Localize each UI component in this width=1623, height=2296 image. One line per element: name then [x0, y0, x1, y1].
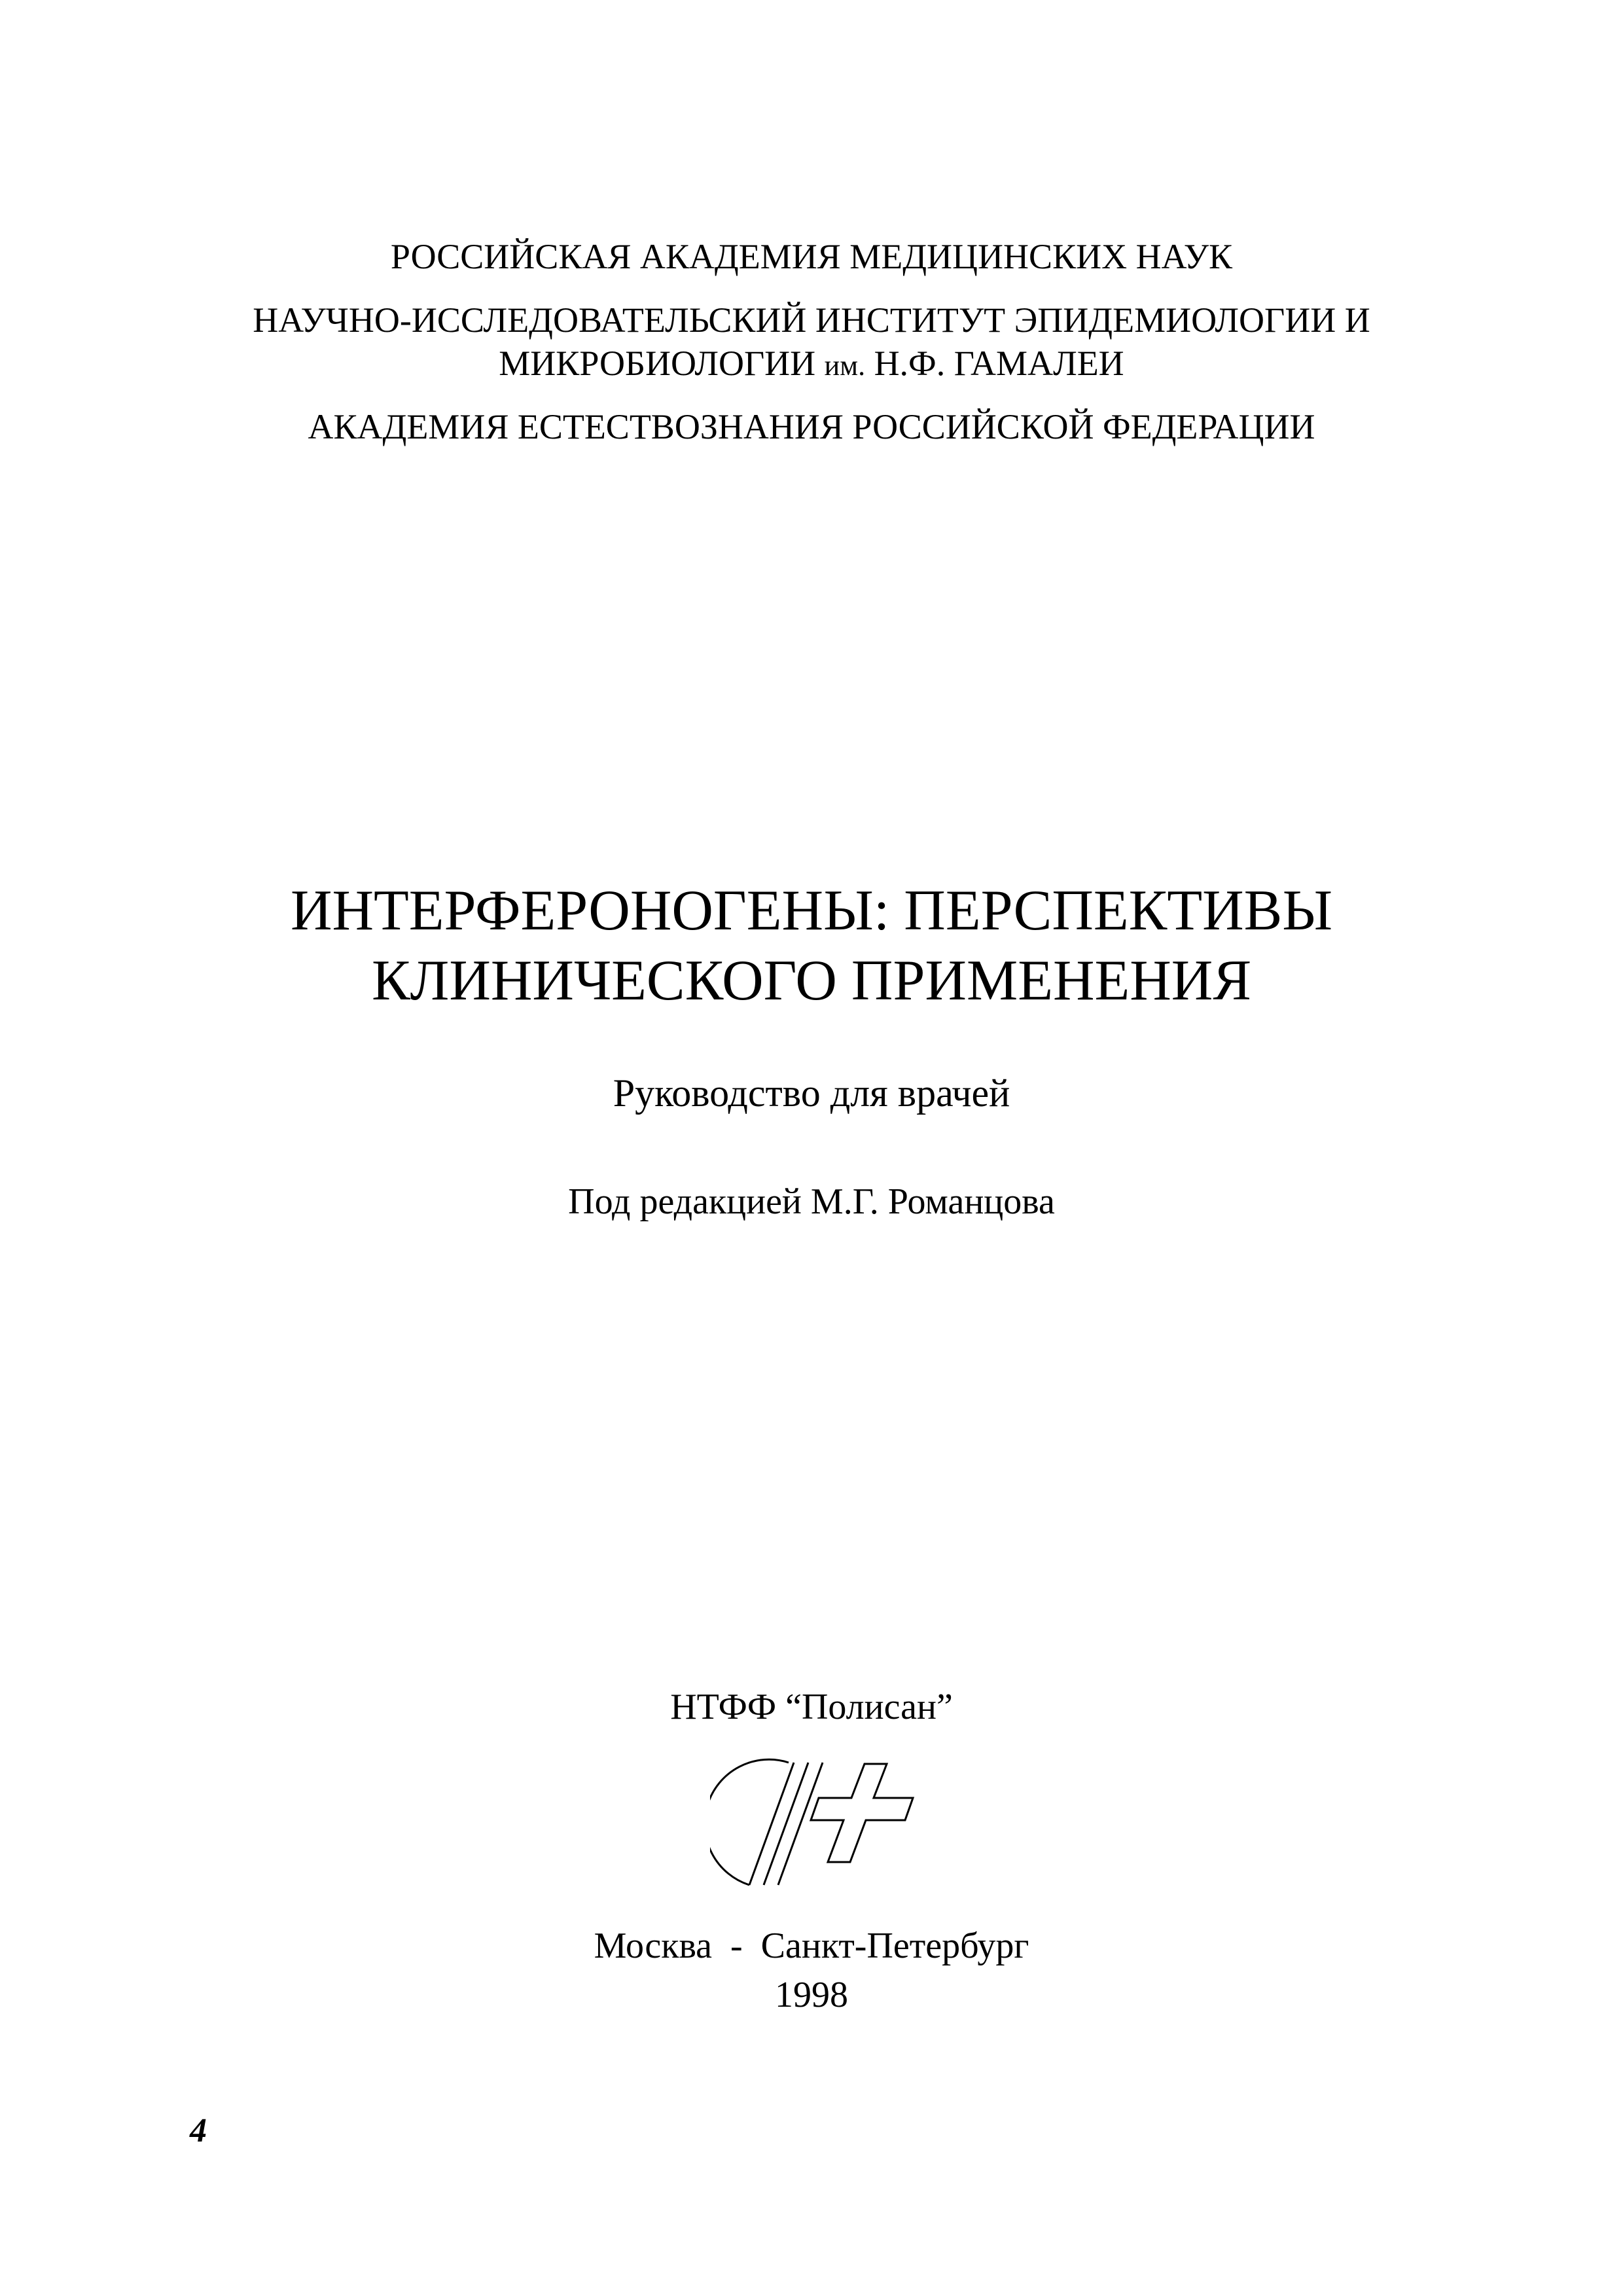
- city-saint-petersburg: Санкт-Петербург: [760, 1926, 1029, 1966]
- book-title-line2: КЛИНИЧЕСКОГО ПРИМЕНЕНИЯ: [371, 949, 1252, 1013]
- publisher-name: НТФФ “Полисан”: [670, 1687, 953, 1727]
- book-title-line1: ИНТЕРФЕРОНОГЕНЫ: ПЕРСПЕКТИВЫ: [290, 879, 1333, 942]
- city-separator: -: [730, 1926, 743, 1966]
- editor-credit: Под редакцией М.Г. Романцова: [568, 1181, 1055, 1222]
- publication-year: 1998: [775, 1975, 848, 2015]
- publication-place: [0, 1928, 1623, 1964]
- org-academy-medical-sciences: РОССИЙСКАЯ АКАДЕМИЯ МЕДИЦИНСКИХ НАУК: [390, 237, 1233, 276]
- org-academy-natural-sciences: АКАДЕМИЯ ЕСТЕСТВОЗНАНИЯ РОССИЙСКОЙ ФЕДЕРАЦИИ: [308, 407, 1315, 446]
- org-institute-line2-part1: МИКРОБИОЛОГИИ: [499, 344, 816, 383]
- org-institute-line1: НАУЧНО-ИССЛЕДОВАТЕЛЬСКИЙ ИНСТИТУТ ЭПИДЕМИОЛОГИИ И: [253, 300, 1370, 340]
- org-institute-abbr: им.: [824, 350, 866, 382]
- org-institute-line2: [0, 346, 1623, 381]
- city-moscow: Москва: [594, 1926, 713, 1966]
- org-institute-line2-part2: Н.Ф. ГАМАЛЕИ: [874, 344, 1124, 383]
- polysan-logo-icon: [710, 1757, 919, 1895]
- book-subtitle: Руководство для врачей: [613, 1071, 1010, 1115]
- page-number: 4: [190, 2112, 207, 2149]
